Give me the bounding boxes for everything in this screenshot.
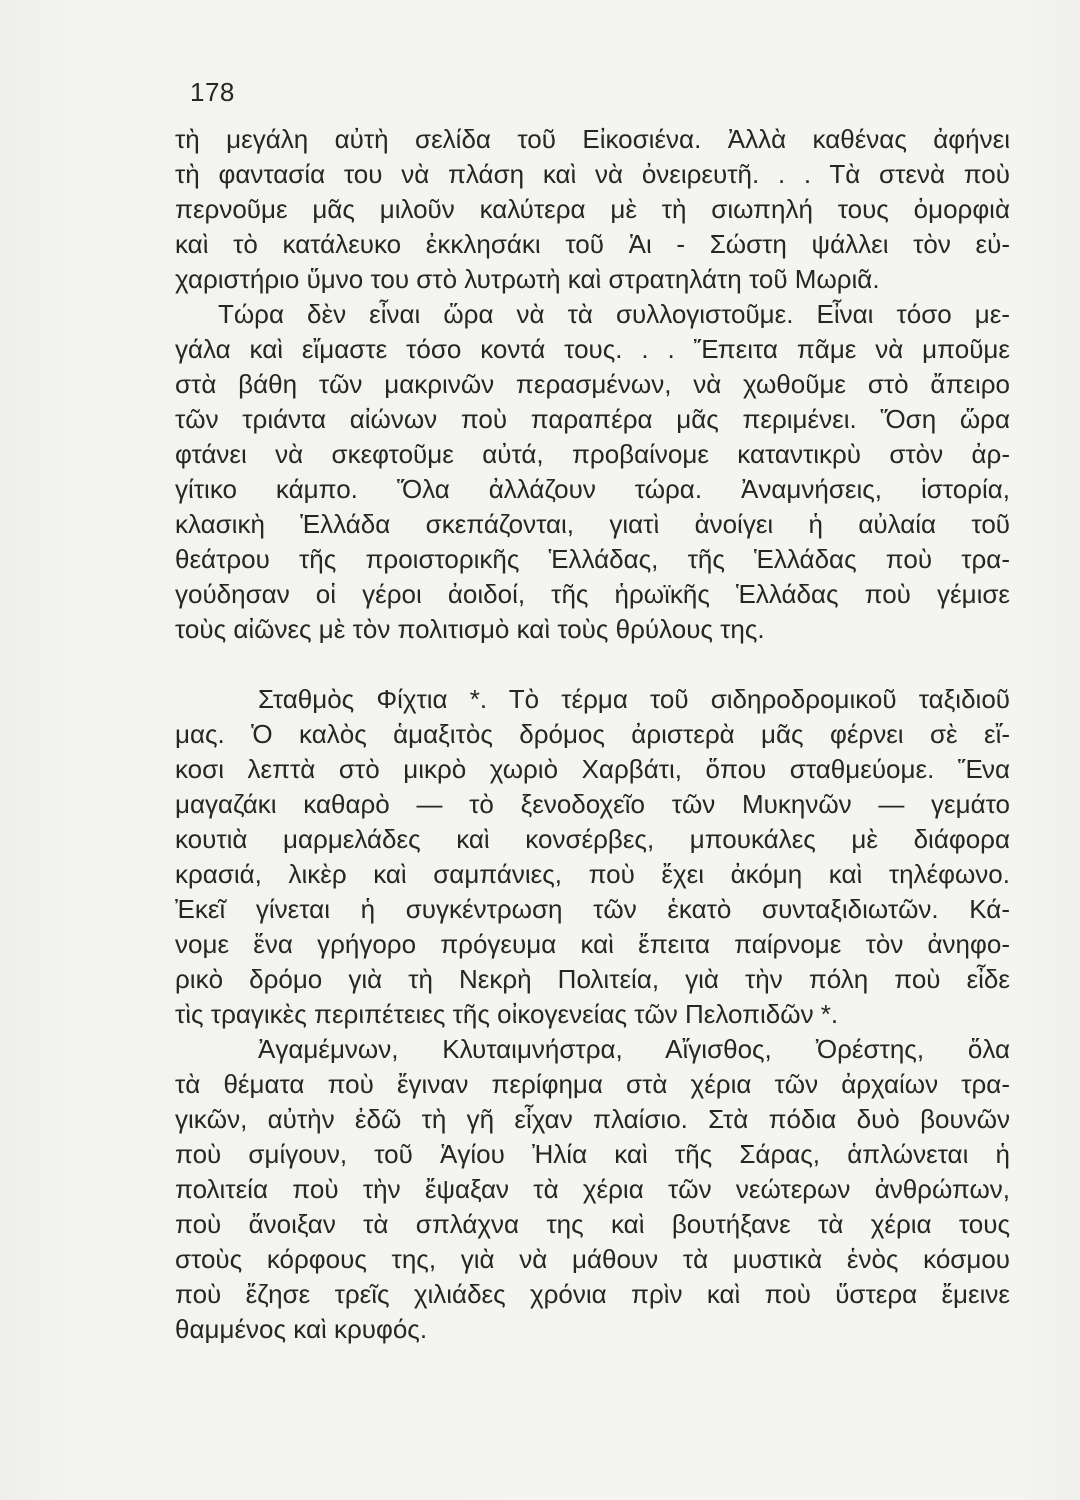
text-line: τὶς τραγικὲς περιπέτειες τῆς οἰκογενείας τῶν Πελοπιδῶν *. xyxy=(175,999,839,1029)
text-line: Ἐκεῖ γίνεται ἡ συγκέντρωση τῶν ἑκατὸ συνταξιδιωτῶν. Κά- xyxy=(175,894,1010,924)
text-line: γικῶν, αὐτὴν ἐδῶ τὴ γῆ εἶχαν πλαίσιο. Στὰ πόδια δυὸ βουνῶν xyxy=(175,1104,1010,1134)
text-line: στὰ βάθη τῶν μακρινῶν περασμένων, νὰ χωθοῦμε στὸ ἄπειρο xyxy=(175,369,1010,399)
paragraph xyxy=(175,682,1010,1032)
text-line: χαριστήριο ὕμνο του στὸ λυτρωτὴ καὶ στρατηλάτη τοῦ Μωριᾶ. xyxy=(175,264,880,294)
text-line: κουτιὰ μαρμελάδες καὶ κονσέρβες, μπουκάλες μὲ διάφορα xyxy=(175,824,1010,854)
text-line: γίτικο κάμπο. Ὅλα ἀλλάζουν τώρα. Ἀναμνήσεις, ἱστορία, xyxy=(175,474,1010,504)
text-line: θεάτρου τῆς προιστορικῆς Ἑλλάδας, τῆς Ἑλλάδας ποὺ τρα- xyxy=(175,544,1010,574)
paragraph xyxy=(175,122,1010,297)
text-line: κλασικὴ Ἑλλάδα σκεπάζονται, γιατὶ ἀνοίγει ἡ αὐλαία τοῦ xyxy=(175,509,1010,539)
text-line: ποὺ ἔζησε τρεῖς χιλιάδες χρόνια πρὶν καὶ ποὺ ὕστερα ἔμεινε xyxy=(175,1279,1010,1309)
text-line: γάλα καὶ εἴμαστε τόσο κοντά τους. . . Ἔπειτα πᾶμε νὰ μποῦμε xyxy=(175,334,1010,364)
text-line: Σταθμὸς Φίχτια *. Τὸ τέρμα τοῦ σιδηροδρομικοῦ ταξιδιοῦ xyxy=(258,684,1010,714)
text-line: κρασιά, λικὲρ καὶ σαμπάνιες, ποὺ ἔχει ἀκόμη καὶ τηλέφωνο. xyxy=(175,859,1010,889)
page-number: 178 xyxy=(190,77,235,107)
text-line: ποὺ σμίγουν, τοῦ Ἁγίου Ἠλία καὶ τῆς Σάρας, ἁπλώνεται ἡ xyxy=(175,1139,1010,1169)
text-line: μαγαζάκι καθαρὸ — τὸ ξενοδοχεῖο τῶν Μυκηνῶν — γεμάτο xyxy=(175,789,1010,819)
text-line: νομε ἕνα γρήγορο πρόγευμα καὶ ἔπειτα παίρνομε τὸν ἀνηφο- xyxy=(175,929,1010,959)
text-line: πολιτεία ποὺ τὴν ἔψαξαν τὰ χέρια τῶν νεώτερων ἀνθρώπων, xyxy=(175,1174,1010,1204)
text-line: στοὺς κόρφους της, γιὰ νὰ μάθουν τὰ μυστικὰ ἑνὸς κόσμου xyxy=(175,1244,1010,1274)
text-line: ποὺ ἄνοιξαν τὰ σπλάχνα της καὶ βουτήξανε τὰ χέρια τους xyxy=(175,1209,1010,1239)
text-line: θαμμένος καὶ κρυφός. xyxy=(175,1314,428,1344)
text-line: τῶν τριάντα αἰώνων ποὺ παραπέρα μᾶς περιμένει. Ὅση ὥρα xyxy=(175,404,1010,434)
paragraph xyxy=(175,297,1010,647)
text-line: τὰ θέματα ποὺ ἔγιναν περίφημα στὰ χέρια τῶν ἀρχαίων τρα- xyxy=(175,1069,1010,1099)
text-line: περνοῦμε μᾶς μιλοῦν καλύτερα μὲ τὴ σιωπηλή τους ὀμορφιὰ xyxy=(175,194,1010,224)
text-line: Ἀγαμέμνων, Κλυταιμνήστρα, Αἴγισθος, Ὀρέστης, ὅλα xyxy=(258,1034,1010,1064)
text-line: Τώρα δὲν εἶναι ὥρα νὰ τὰ συλλογιστοῦμε. Εἶναι τόσο με- xyxy=(218,299,1010,329)
text-line: καὶ τὸ κατάλευκο ἐκκλησάκι τοῦ Ἁι - Σώστη ψάλλει τὸν εὐ- xyxy=(175,229,1010,259)
text-line: φτάνει νὰ σκεφτοῦμε αὐτά, προβαίνομε καταντικρὺ στὸν ἀρ- xyxy=(175,439,1010,469)
body-text xyxy=(175,122,1010,1347)
paragraph xyxy=(175,1032,1010,1347)
text-line: γούδησαν οἱ γέροι ἀοιδοί, τῆς ἡρωϊκῆς Ἑλλάδας ποὺ γέμισε xyxy=(175,579,1010,609)
text-line: τὴ φαντασία του νὰ πλάση καὶ νὰ ὀνειρευτῆ. . . Τὰ στενὰ ποὺ xyxy=(175,159,1010,189)
text-line: κοσι λεπτὰ στὸ μικρὸ χωριὸ Χαρβάτι, ὅπου σταθμεύομε. Ἕνα xyxy=(175,754,1010,784)
text-line: ρικὸ δρόμο γιὰ τὴ Νεκρὴ Πολιτεία, γιὰ τὴν πόλη ποὺ εἶδε xyxy=(175,964,1010,994)
text-line: τὴ μεγάλη αὐτὴ σελίδα τοῦ Εἰκοσιένα. Ἀλλὰ καθένας ἀφήνει xyxy=(175,124,1010,154)
text-line: τοὺς αἰῶνες μὲ τὸν πολιτισμὸ καὶ τοὺς θρύλους της. xyxy=(175,614,765,644)
text-line: μας. Ὁ καλὸς ἁμαξιτὸς δρόμος ἀριστερὰ μᾶς φέρνει σὲ εἴ- xyxy=(175,719,1010,749)
